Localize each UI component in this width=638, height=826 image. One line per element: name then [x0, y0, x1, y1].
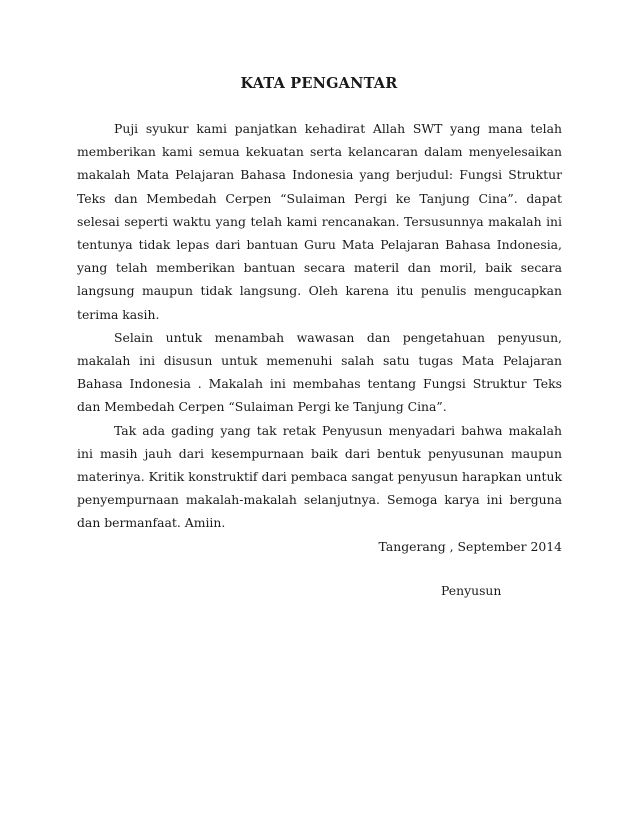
paragraph-1: Puji syukur kami panjatkan kehadirat Allah SWT yang mana telah memberikan kami semua kekuatan serta kelancaran dalam menyelesaikan makalah Mata Pelajaran Bahasa Indonesia yang berjudul: Fungsi Struktur Teks dan Membedah Cerpen “Sulaiman Pergi ke Tanjung Cina”. dapat selesai seperti waktu yang telah kami rencanakan. Tersusunnya makalah ini tentunya tidak lepas dari bantuan Guru Mata Pelajaran Bahasa Indonesia, yang telah memberikan bantuan secara materil dan moril, baik secara langsung maupun tidak langsung. Oleh karena itu penulis mengucapkan terima kasih. [77, 121, 562, 322]
page-title: KATA PENGANTAR [240, 75, 398, 92]
author-signature: Penyusun [441, 583, 502, 598]
paragraph-3: Tak ada gading yang tak retak Penyusun menyadari bahwa makalah ini masih jauh dari kesempurnaan baik dari bentuk penyusunan maupun materinya. Kritik konstruktif dari pembaca sangat penyusun harapkan untuk penyempurnaan makalah-makalah selanjutnya. Semoga karya ini berguna dan bermanfaat. Amiin. [77, 422, 562, 531]
document-body [77, 117, 562, 535]
place-date: Tangerang , September 2014 [378, 539, 562, 554]
paragraph-2: Selain untuk menambah wawasan dan pengetahuan penyusun, makalah ini disusun untuk memenuhi salah satu tugas Mata Pelajaran Bahasa Indonesia . Makalah ini membahas tentang Fungsi Struktur Teks dan Membedah Cerpen “Sulaiman Pergi ke Tanjung Cina”. [77, 329, 562, 415]
